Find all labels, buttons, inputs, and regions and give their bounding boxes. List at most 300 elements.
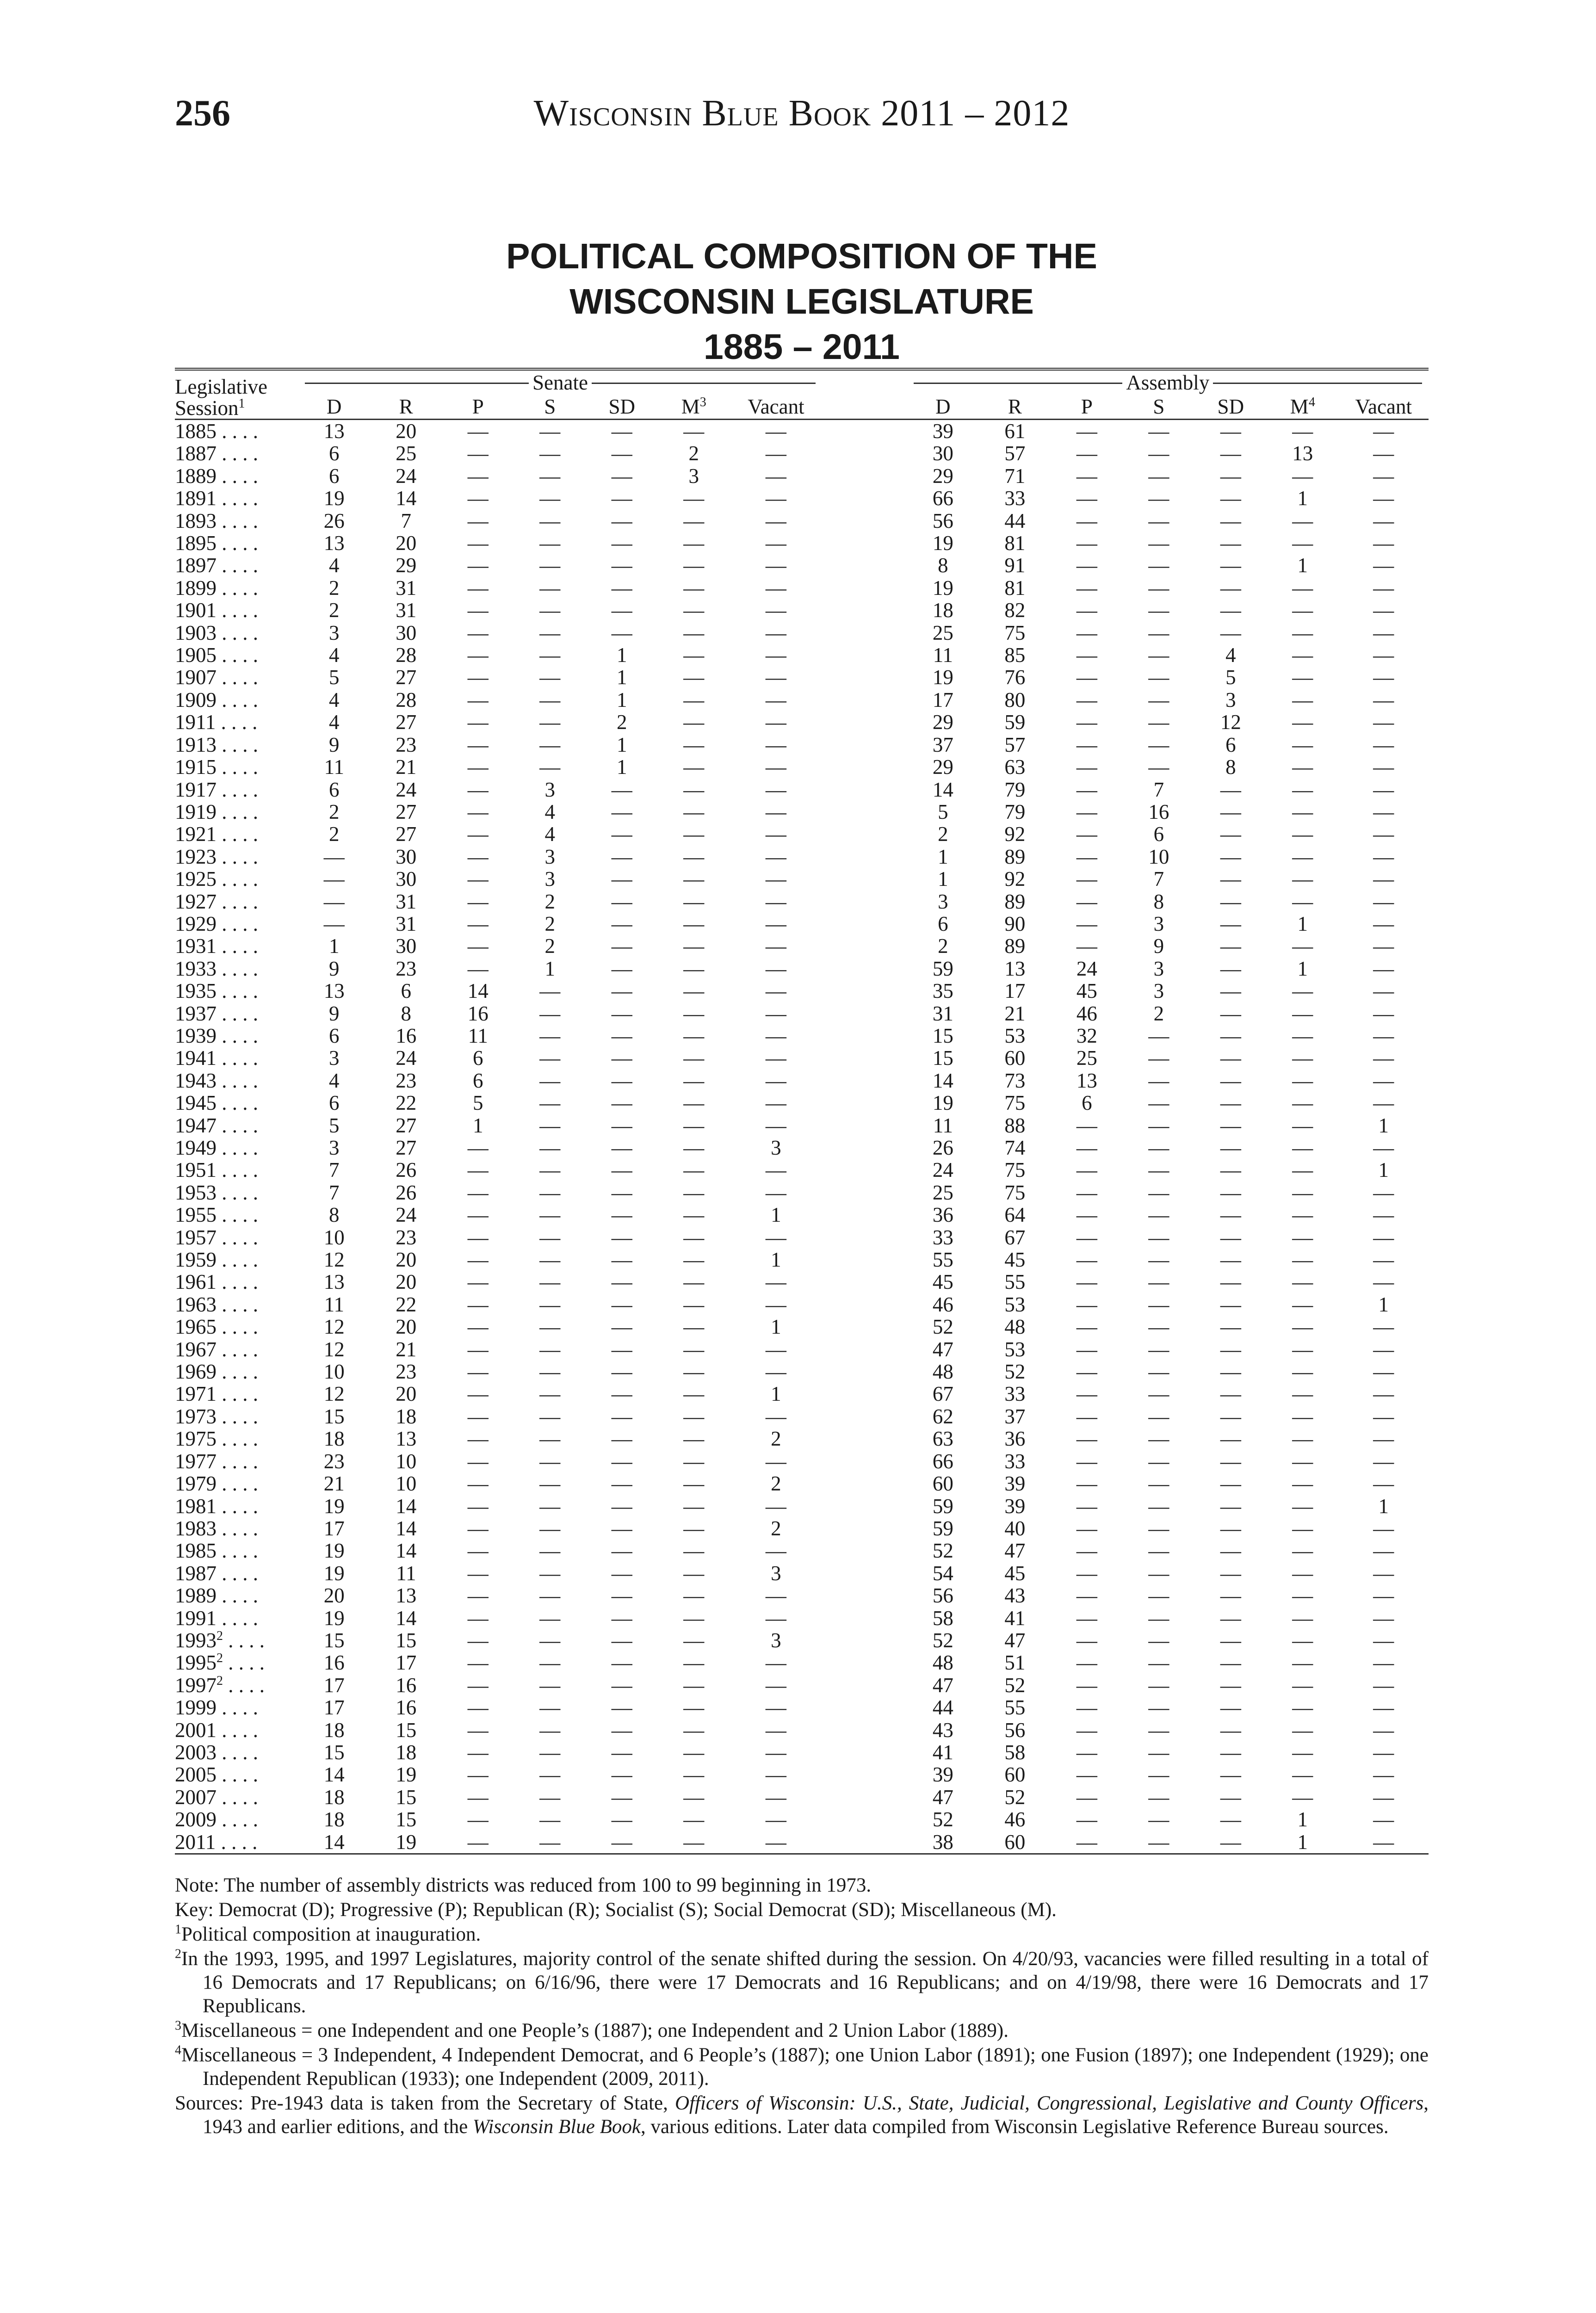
session-year: 1921 — [175, 823, 217, 846]
assembly-cell: 90 — [1004, 912, 1026, 935]
assembly-cell: — — [1220, 1696, 1241, 1719]
assembly-cell: — — [1292, 1248, 1313, 1272]
senate-cell: — — [611, 845, 632, 868]
assembly-cell: 12 — [1220, 711, 1241, 734]
gap-cell — [822, 1786, 907, 1808]
assembly-cell: 24 — [1076, 957, 1097, 980]
assembly-cell: 57 — [1004, 442, 1026, 465]
senate-cell: — — [539, 1181, 561, 1204]
leader-dots: . . . . — [217, 464, 258, 488]
senate-cell: 15 — [323, 1628, 345, 1652]
senate-cell: 22 — [396, 1091, 417, 1115]
assembly-cell: — — [1148, 599, 1169, 622]
gap-cell — [822, 1249, 907, 1271]
senate-cell: 2 — [329, 823, 340, 846]
senate-cell: — — [765, 1651, 786, 1675]
assembly-cell: — — [1292, 1136, 1313, 1159]
senate-cell: — — [467, 1539, 489, 1563]
senate-cell: — — [467, 532, 489, 555]
note-districts: Note: The number of assembly districts was reduced from 100 to 99 beginning in 1973. — [175, 1874, 872, 1896]
gap-cell — [822, 510, 907, 532]
leader-dots: . . . . — [217, 912, 258, 935]
assembly-cell: — — [1076, 1449, 1097, 1473]
session-year: 1995 — [175, 1651, 217, 1675]
assembly-cell: — — [1148, 1293, 1169, 1316]
senate-cell: 7 — [329, 1181, 340, 1204]
assembly-cell: — — [1220, 464, 1241, 488]
senate-cell: — — [611, 442, 632, 465]
assembly-cell: — — [1292, 1069, 1313, 1092]
senate-cell: — — [611, 1225, 632, 1249]
senate-cell: — — [765, 1046, 786, 1070]
senate-cell: — — [539, 420, 561, 443]
assembly-cell: — — [1373, 1427, 1394, 1451]
assembly-cell: — — [1292, 1024, 1313, 1047]
assembly-cell: — — [1148, 1404, 1169, 1428]
assembly-cell: — — [1076, 1785, 1097, 1809]
senate-cell: — — [467, 845, 489, 868]
session-footnote-mark: 1 — [238, 396, 245, 411]
session-year: 1925 — [175, 867, 217, 891]
leader-dots: . . . . — [217, 1427, 258, 1451]
assembly-cell: 53 — [1004, 1293, 1026, 1316]
footnote-4 — [175, 2043, 1429, 2090]
leader-dots: . . . . — [217, 1360, 258, 1384]
senate-cell: — — [467, 666, 489, 689]
gap-cell — [822, 1651, 907, 1674]
leader-dots: . . . . — [217, 532, 258, 555]
assembly-cell: — — [1220, 1315, 1241, 1339]
senate-cell: — — [683, 890, 705, 913]
senate-cell: 6 — [329, 778, 340, 801]
senate-cell: — — [765, 1293, 786, 1316]
gap-cell — [822, 1495, 907, 1517]
senate-cell: 30 — [396, 934, 417, 958]
assembly-cell: — — [1148, 464, 1169, 488]
senate-cell: — — [765, 1158, 786, 1182]
senate-cell: — — [611, 1248, 632, 1272]
assembly-cell: — — [1373, 890, 1394, 913]
book-title: Wisconsin Blue Book 2011 – 2012 — [533, 93, 1070, 134]
assembly-cell: — — [1292, 1516, 1313, 1540]
assembly-cell: — — [1220, 1740, 1241, 1764]
sources-title-bluebook: Wisconsin Blue Book — [472, 2116, 641, 2138]
assembly-cell: — — [1220, 890, 1241, 913]
gap-cell — [822, 1517, 907, 1540]
assembly-cell: — — [1076, 1427, 1097, 1451]
assembly-col-p — [1051, 395, 1123, 420]
assembly-cell: — — [1076, 666, 1097, 689]
assembly-cell: — — [1373, 1830, 1394, 1854]
senate-cell: 3 — [771, 1561, 781, 1585]
assembly-cell: — — [1076, 688, 1097, 711]
assembly-col-vacant-label: Vacant — [1355, 395, 1412, 418]
assembly-cell: — — [1292, 1315, 1313, 1339]
senate-cell: — — [683, 420, 705, 443]
senate-cell: 16 — [467, 1002, 489, 1025]
assembly-cell: — — [1292, 1651, 1313, 1675]
senate-cell: — — [683, 845, 705, 868]
gap-cell — [822, 1047, 907, 1069]
senate-cell: — — [683, 1785, 705, 1809]
assembly-cell: — — [1373, 532, 1394, 555]
assembly-cell: 56 — [1004, 1718, 1026, 1742]
senate-cell: — — [467, 867, 489, 891]
assembly-cell: — — [1373, 1248, 1394, 1272]
leader-dots: . . . . — [217, 957, 258, 980]
table-row — [175, 891, 1429, 913]
session-cell — [175, 1137, 298, 1159]
assembly-cell: — — [1220, 1651, 1241, 1675]
senate-cell: — — [683, 666, 705, 689]
senate-cell: 6 — [329, 1091, 340, 1115]
leader-dots: . . . . — [217, 1158, 258, 1182]
senate-cell: — — [765, 1673, 786, 1697]
assembly-cell: 52 — [1004, 1360, 1026, 1384]
table-row — [175, 1607, 1429, 1629]
senate-cell: 13 — [396, 1427, 417, 1451]
table-row — [175, 1137, 1429, 1159]
senate-cell: — — [539, 1718, 561, 1742]
assembly-cell: — — [1220, 420, 1241, 443]
assembly-cell: 75 — [1004, 621, 1026, 644]
leader-dots: . . . . — [217, 1561, 258, 1585]
senate-cell: 4 — [329, 643, 340, 667]
assembly-cell: 53 — [1004, 1024, 1026, 1047]
senate-cell: 5 — [329, 666, 340, 689]
assembly-cell: — — [1076, 643, 1097, 667]
assembly-cell: — — [1292, 1382, 1313, 1406]
column-header-row — [175, 395, 1429, 420]
gap-cell — [822, 554, 907, 576]
senate-cell: 10 — [396, 1449, 417, 1473]
assembly-cell: — — [1076, 1651, 1097, 1675]
assembly-cell: 46 — [932, 1293, 953, 1316]
assembly-cell: 52 — [932, 1539, 953, 1563]
assembly-col-p-label: P — [1081, 395, 1093, 418]
senate-cell: — — [467, 1136, 489, 1159]
session-cell — [175, 1651, 298, 1674]
assembly-cell: — — [1220, 1046, 1241, 1070]
assembly-cell: — — [1220, 554, 1241, 577]
senate-cell: 18 — [396, 1404, 417, 1428]
session-year: 1993 — [175, 1628, 217, 1652]
assembly-cell: — — [1220, 867, 1241, 891]
senate-cell: — — [611, 621, 632, 644]
assembly-cell: — — [1148, 487, 1169, 510]
assembly-col-m — [1267, 395, 1338, 420]
senate-cell: — — [765, 711, 786, 734]
assembly-cell: — — [1373, 1002, 1394, 1025]
senate-cell: 17 — [323, 1673, 345, 1697]
senate-cell: — — [467, 912, 489, 935]
assembly-cell: — — [1292, 934, 1313, 958]
senate-cell: 20 — [323, 1584, 345, 1608]
senate-cell: — — [611, 464, 632, 488]
leader-dots: . . . . — [217, 1181, 258, 1204]
assembly-cell: 1 — [1378, 1113, 1389, 1137]
senate-cell: 4 — [544, 800, 555, 823]
leader-dots: . . . . — [217, 979, 258, 1003]
table-row — [175, 1383, 1429, 1405]
senate-cell: — — [611, 912, 632, 935]
senate-cell: — — [611, 1651, 632, 1675]
senate-cell: — — [683, 1651, 705, 1675]
senate-cell: — — [539, 1136, 561, 1159]
assembly-cell: — — [1292, 532, 1313, 555]
footnote-2-mark: 2 — [175, 1947, 181, 1961]
session-year: 1965 — [175, 1315, 217, 1339]
senate-cell: — — [765, 1494, 786, 1518]
gap-cell — [822, 958, 907, 980]
leader-dots: . . . . — [217, 823, 258, 846]
senate-cell: — — [611, 1561, 632, 1585]
assembly-cell: — — [1148, 1628, 1169, 1652]
session-cell — [175, 1092, 298, 1114]
senate-cell: 6 — [329, 464, 340, 488]
table-row — [175, 1361, 1429, 1383]
session-label-line1: Legislative — [175, 375, 267, 398]
session-year: 1951 — [175, 1158, 217, 1182]
session-year: 1955 — [175, 1203, 217, 1227]
table-row — [175, 510, 1429, 532]
table-row — [175, 487, 1429, 509]
assembly-cell: — — [1292, 1002, 1313, 1025]
session-cell — [175, 823, 298, 845]
senate-cell: — — [765, 1069, 786, 1092]
assembly-cell: 29 — [932, 711, 953, 734]
senate-cell: — — [611, 1449, 632, 1473]
senate-col-r-label: R — [399, 395, 413, 418]
session-cell — [175, 1159, 298, 1181]
title-line-3: 1885 – 2011 — [704, 327, 900, 367]
session-year: 1963 — [175, 1293, 217, 1316]
table-row — [175, 868, 1429, 890]
senate-cell: — — [611, 1606, 632, 1630]
assembly-cell: — — [1148, 554, 1169, 577]
senate-cell: 23 — [396, 1360, 417, 1384]
table-row — [175, 1226, 1429, 1249]
session-year: 1909 — [175, 688, 217, 711]
senate-cell: 13 — [396, 1584, 417, 1608]
leader-dots: . . . . — [217, 643, 258, 667]
senate-cell: — — [467, 1785, 489, 1809]
assembly-cell: — — [1292, 867, 1313, 891]
gap-cell — [822, 644, 907, 666]
senate-cell: — — [611, 554, 632, 577]
assembly-cell: 15 — [932, 1046, 953, 1070]
session-year: 1971 — [175, 1382, 217, 1406]
senate-cell: — — [683, 957, 705, 980]
senate-cell: 10 — [323, 1360, 345, 1384]
session-cell — [175, 599, 298, 621]
assembly-col-vacant — [1339, 395, 1429, 420]
senate-cell: 2 — [544, 934, 555, 958]
senate-cell: — — [611, 957, 632, 980]
assembly-cell: 64 — [1004, 1203, 1026, 1227]
gap-cell — [822, 420, 907, 443]
table-row — [175, 666, 1429, 688]
assembly-cell: — — [1220, 1449, 1241, 1473]
assembly-cell: — — [1148, 1830, 1169, 1854]
gap-cell — [822, 442, 907, 464]
senate-cell: — — [467, 487, 489, 510]
leader-dots: . . . . — [217, 1740, 258, 1764]
assembly-cell: — — [1148, 755, 1169, 779]
session-cell — [175, 689, 298, 711]
senate-cell: — — [683, 912, 705, 935]
leader-dots: . . . . — [217, 1404, 258, 1428]
session-cell — [175, 1741, 298, 1763]
title-line-1: POLITICAL COMPOSITION OF THE — [506, 236, 1097, 276]
assembly-cell: 30 — [932, 442, 953, 465]
senate-cell: 7 — [401, 509, 412, 532]
assembly-cell: — — [1292, 420, 1313, 443]
assembly-cell: 14 — [932, 778, 953, 801]
session-year: 1901 — [175, 599, 217, 622]
gap-cell — [822, 1383, 907, 1405]
senate-cell: — — [467, 1203, 489, 1227]
senate-cell: 19 — [323, 1561, 345, 1585]
assembly-cell: — — [1076, 1808, 1097, 1831]
senate-cell: — — [539, 621, 561, 644]
gap-cell — [822, 846, 907, 868]
senate-cell: — — [765, 1606, 786, 1630]
senate-cell: — — [539, 1516, 561, 1540]
assembly-cell: — — [1148, 532, 1169, 555]
senate-cell: — — [683, 733, 705, 756]
senate-cell: 23 — [323, 1449, 345, 1473]
senate-cell: — — [765, 823, 786, 846]
senate-cell: — — [611, 1539, 632, 1563]
senate-cell: — — [467, 1293, 489, 1316]
assembly-cell: 19 — [932, 1091, 953, 1115]
leader-dots: . . . . — [217, 1539, 258, 1563]
senate-cell: — — [539, 1472, 561, 1496]
senate-cell: 17 — [396, 1651, 417, 1675]
senate-col-p — [442, 395, 514, 420]
assembly-cell: — — [1220, 1113, 1241, 1137]
senate-cell: — — [539, 979, 561, 1003]
table-row — [175, 420, 1429, 443]
assembly-cell: — — [1292, 1718, 1313, 1742]
senate-cell: 31 — [396, 599, 417, 622]
session-cell — [175, 1450, 298, 1472]
assembly-cell: 1 — [1378, 1158, 1389, 1182]
assembly-cell: — — [1148, 1696, 1169, 1719]
table-row — [175, 689, 1429, 711]
senate-cell: 2 — [688, 442, 699, 465]
assembly-cell: 45 — [1004, 1248, 1026, 1272]
senate-cell: 30 — [396, 867, 417, 891]
senate-cell: — — [539, 599, 561, 622]
session-year: 1977 — [175, 1449, 217, 1473]
assembly-cell: — — [1148, 1248, 1169, 1272]
senate-cell: 13 — [323, 532, 345, 555]
session-cell — [175, 1204, 298, 1226]
assembly-cell: — — [1076, 1494, 1097, 1518]
leader-dots: . . . . — [216, 711, 258, 734]
senate-cell: — — [683, 621, 705, 644]
assembly-cell: 1 — [1297, 957, 1308, 980]
assembly-cell: — — [1292, 1785, 1313, 1809]
gap-cell — [822, 599, 907, 621]
session-year: 1929 — [175, 912, 217, 935]
senate-cell: 1 — [771, 1315, 781, 1339]
senate-cell: — — [683, 1763, 705, 1787]
senate-cell: 14 — [396, 1494, 417, 1518]
gap-cell — [822, 823, 907, 845]
senate-cell: — — [683, 1830, 705, 1854]
assembly-cell: — — [1076, 509, 1097, 532]
assembly-cell: — — [1292, 1561, 1313, 1585]
senate-cell: — — [611, 1740, 632, 1764]
assembly-cell: — — [1148, 1472, 1169, 1496]
senate-group-header — [298, 369, 823, 395]
session-year: 1915 — [175, 755, 217, 779]
assembly-cell: — — [1076, 867, 1097, 891]
assembly-cell: — — [1220, 1584, 1241, 1608]
assembly-cell: 52 — [1004, 1785, 1026, 1809]
senate-cell: — — [467, 1561, 489, 1585]
senate-cell: — — [539, 1494, 561, 1518]
assembly-cell: — — [1292, 1763, 1313, 1787]
senate-cell: — — [683, 1136, 705, 1159]
assembly-cell: — — [1148, 1136, 1169, 1159]
table-row — [175, 1450, 1429, 1472]
gap-cell — [822, 622, 907, 644]
assembly-col-s — [1123, 395, 1194, 420]
senate-cell: — — [539, 1203, 561, 1227]
assembly-cell: 33 — [1004, 487, 1026, 510]
assembly-cell: 88 — [1004, 1113, 1026, 1137]
senate-cell: — — [765, 599, 786, 622]
assembly-cell: — — [1148, 1225, 1169, 1249]
gap-cell — [822, 756, 907, 778]
senate-cell: 14 — [396, 1606, 417, 1630]
senate-cell: 14 — [323, 1830, 345, 1854]
senate-cell: — — [683, 867, 705, 891]
assembly-cell: — — [1373, 912, 1394, 935]
senate-cell: — — [539, 1673, 561, 1697]
assembly-cell: — — [1373, 979, 1394, 1003]
senate-cell: — — [611, 979, 632, 1003]
senate-cell: — — [611, 1718, 632, 1742]
senate-cell: — — [611, 1628, 632, 1652]
assembly-cell: 52 — [932, 1808, 953, 1831]
assembly-cell: — — [1148, 1113, 1169, 1137]
footnote-1 — [175, 1923, 1429, 1946]
senate-cell: — — [611, 867, 632, 891]
assembly-cell: — — [1148, 688, 1169, 711]
assembly-cell: — — [1373, 1069, 1394, 1092]
senate-cell: 17 — [323, 1696, 345, 1719]
senate-cell: 9 — [329, 957, 340, 980]
assembly-cell: — — [1292, 823, 1313, 846]
assembly-cell: — — [1076, 1516, 1097, 1540]
assembly-cell: — — [1292, 1427, 1313, 1451]
assembly-cell: — — [1076, 1539, 1097, 1563]
assembly-cell: — — [1076, 576, 1097, 600]
assembly-cell: 52 — [932, 1628, 953, 1652]
senate-cell: 8 — [329, 1203, 340, 1227]
senate-cell: — — [539, 1248, 561, 1272]
senate-cell: 3 — [771, 1136, 781, 1159]
assembly-cell: 17 — [1004, 979, 1026, 1003]
senate-cell: — — [683, 1740, 705, 1764]
table-row — [175, 1696, 1429, 1719]
table-row — [175, 756, 1429, 778]
